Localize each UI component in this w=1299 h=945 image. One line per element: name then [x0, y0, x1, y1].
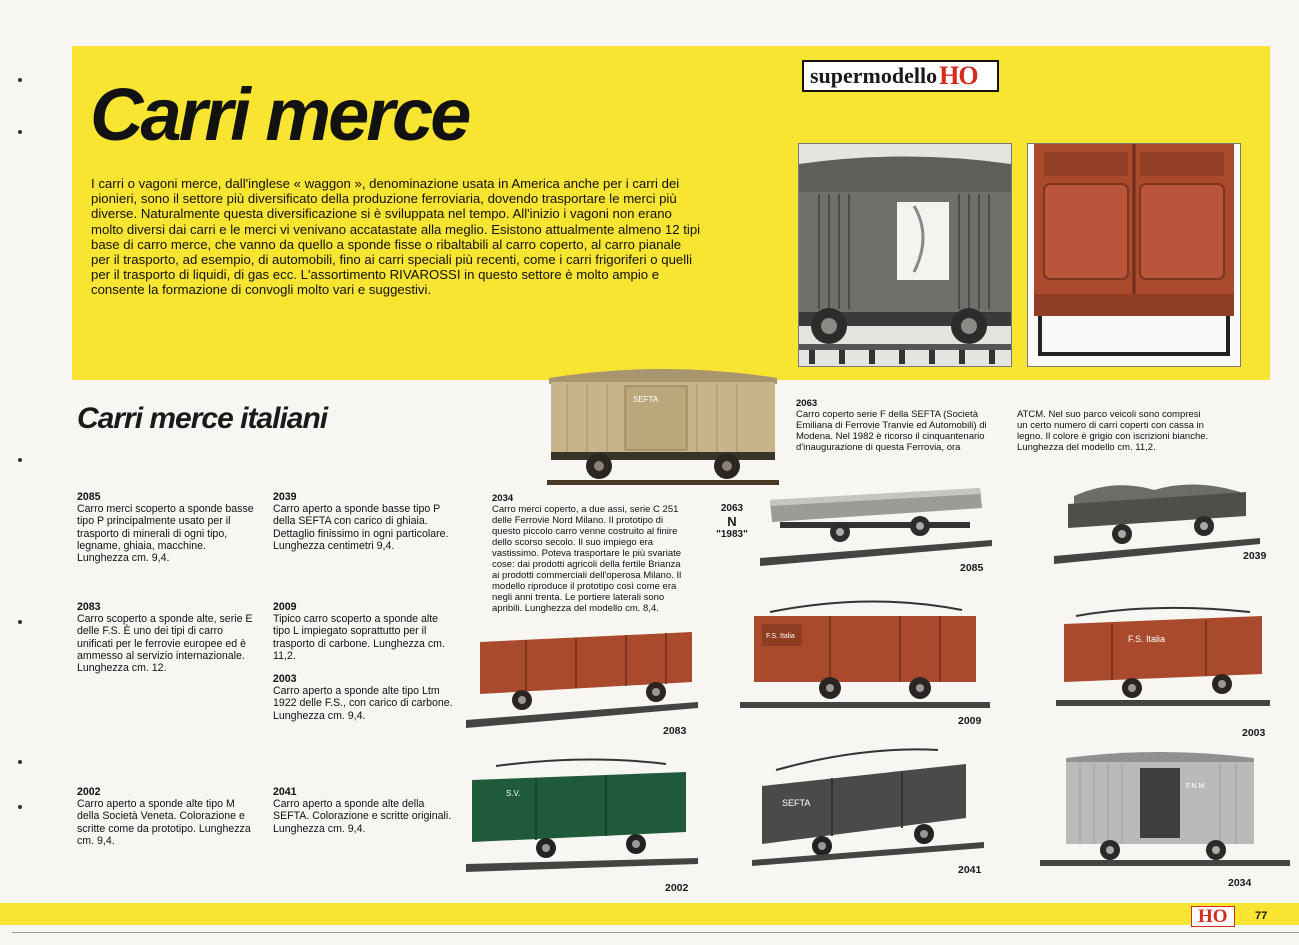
- supermodello-logo: [802, 60, 999, 92]
- wagon-marking-fs-italia: F.S. Italia: [1128, 634, 1166, 644]
- page-title: Carri merce: [90, 73, 469, 156]
- page-number: 77: [1255, 910, 1268, 922]
- description-text: Carro coperto serie F della SEFTA (Società Emiliana di Ferrovie Tranvie ed Automobili) di Modena. Nel 1982 è ricorso il cinquantenario d'inaugurazione di questa Ferrovia, ora: [796, 409, 987, 453]
- model-2041: [752, 746, 984, 871]
- margin-bullet: [18, 78, 22, 82]
- n-scale-year: "1983": [716, 529, 748, 540]
- logo-word: supermodello: [810, 63, 938, 88]
- description-number: 2034: [492, 493, 514, 504]
- description-number: 2002: [77, 786, 101, 798]
- brown-wagon-end-illustration: [1028, 144, 1240, 366]
- model-2009: [740, 596, 990, 719]
- model-label-2034: 2034: [1228, 877, 1252, 889]
- description-text: Carro aperto a sponde alte tipo M della Società Veneta. Colorazione e scritte come da prototipo. Lunghezza cm. 9,4.: [77, 798, 251, 847]
- footer-band: [0, 903, 1299, 925]
- photo-covered-wagon-detail: [798, 143, 1012, 367]
- photo-brown-wagon-detail: [1027, 143, 1241, 367]
- green-wagon-illustration: [466, 756, 698, 874]
- description-2085: [77, 491, 255, 564]
- section-title: Carri merce italiani: [77, 402, 328, 435]
- bottom-rule: [12, 932, 1299, 933]
- gravel-wagon-illustration: [1054, 476, 1260, 566]
- wagon-marking-fnm: F.N.M.: [1186, 783, 1207, 790]
- description-text: Tipico carro scoperto a sponde alte tipo L impiegato soprattutto per il trasporto di carbone. Lunghezza cm. 11,2.: [273, 613, 445, 662]
- description-2003: [273, 673, 453, 722]
- model-2083: [466, 628, 698, 733]
- description-number: 2085: [77, 491, 101, 503]
- wagon-marking-fs: F.S. Italia: [766, 633, 795, 640]
- model-label-2002: 2002: [665, 882, 689, 894]
- footer-ho-logo: HO: [1191, 906, 1235, 927]
- description-2083: [77, 601, 255, 674]
- wagon-marking-sefta-dark: SEFTA: [782, 798, 811, 808]
- margin-bullet: [18, 130, 22, 134]
- description-text: Carro merci scoperto a sponde basse tipo P principalmente usato per il trasporto di minerali di ogni tipo, legname, ghiaia, macchine. Lunghezza cm. 9,4.: [77, 503, 254, 565]
- model-label-2009: 2009: [958, 715, 982, 727]
- description-text: Carro aperto a sponde basse tipo P della SEFTA con carico di ghiaia. Dettaglio finissimo in ogni particolare. Lunghezza centimetri 9,4.: [273, 503, 449, 552]
- description-text: Carro aperto a sponde alte tipo Ltm 1922 delle F.S., con carico di carbone. Lunghezza cm. 9,4.: [273, 685, 453, 722]
- model-2085: [760, 482, 992, 577]
- model-label-2083: 2083: [663, 725, 687, 737]
- brown-open-wagon-illustration: [740, 596, 990, 714]
- description-number: 2041: [273, 786, 297, 798]
- light-grey-covered-wagon-illustration: [1040, 748, 1290, 874]
- margin-bullet: [18, 620, 22, 624]
- coal-wagon-illustration: [1056, 602, 1270, 712]
- description-2034: [492, 493, 688, 614]
- wagon-marking-sv: S.V.: [506, 789, 521, 798]
- brown-high-sided-wagon-illustration: [466, 628, 698, 728]
- intro-text: I carri o vagoni merce, dall'inglese « waggon », denominazione usata in America anche per i carri dei pionieri, sono il settore più diversificato della produzione ferroviaria, dovendo trasportare le merci più diverse. Naturalmente questa diversificazione si è sviluppata nel tempo. All'inizio i vagoni non erano molto diversi dai carri e le merci vi venivano accatastate alla meglio. Esistono attualmente almeno 12 tipi base di carro merce, che vanno da quello a sponde fisse o ribaltabili al carro coperto, al carro pianale per il trasporto, ad esempio, di automobili, fino ai carri speciali più recenti, come i carri frigoriferi o quelli per il trasporto di liquidi, di gas ecc. L'assortimento RIVAROSSI in questo settore è molto ampio e consente la formazione di convogli molto vari e suggestivi.: [91, 176, 701, 298]
- wagon-detail-illustration: [799, 144, 1011, 366]
- model-2003: [1056, 602, 1270, 717]
- margin-bullet: [18, 805, 22, 809]
- description-text: Carro merci coperto, a due assi, serie C 251 delle Ferrovie Nord Milano. Il prototipo di questo piccolo carro venne costruito al finire dello scorso secolo. Il suo impiego era vastissimo. Poteva trasportare le più svariate cose: dai prodotti agricoli della fertile Brianza ai prodotti commerciali dell'operosa Milano. Il modello riproduce il prototipo così come era negli anni trenta. Le portiere laterali sono apribili. Lunghezza del modello cm. 8,4.: [492, 504, 682, 614]
- description-number: 2009: [273, 601, 297, 613]
- logo-ho-mark: HO: [939, 61, 978, 90]
- description-2041: [273, 786, 453, 835]
- description-2009: [273, 601, 453, 662]
- margin-bullet: [18, 458, 22, 462]
- tan-covered-wagon-illustration: [547, 362, 779, 492]
- description-number: 2083: [77, 601, 101, 613]
- description-2063-continued: [1017, 409, 1213, 453]
- margin-bullet: [18, 760, 22, 764]
- description-2063: [796, 398, 992, 453]
- model-label-2041: 2041: [958, 864, 982, 876]
- description-2002: [77, 786, 255, 847]
- n-scale-mark: [708, 503, 756, 540]
- model-label-2039: 2039: [1243, 550, 1267, 562]
- dark-grey-wagon-illustration: [752, 746, 984, 866]
- description-number: 2063: [796, 398, 818, 409]
- model-label-2085: 2085: [960, 562, 984, 574]
- n-scale-number: 2063: [720, 503, 744, 514]
- description-2039: [273, 491, 453, 552]
- description-text: Carro aperto a sponde alte della SEFTA. Colorazione e scritte originali. Lunghezza cm. 9,4.: [273, 798, 452, 835]
- description-number: 2003: [273, 673, 297, 685]
- model-2034-top: [547, 362, 779, 497]
- description-text: Carro scoperto a sponde alte, serie E delle F.S. È uno dei tipi di carro unificati per le ferrovie europee ed è ammesso al servizio internazionale. Lunghezza cm. 12.: [77, 613, 253, 675]
- n-scale-letter: N: [727, 514, 737, 529]
- model-2039: [1054, 476, 1260, 571]
- description-text: ATCM. Nel suo parco veicoli sono compresi un certo numero di carri coperti con cassa in legno. Il colore è grigio con iscrizioni bianche. Lunghezza del modello cm. 11,2.: [1017, 409, 1209, 453]
- model-2002: [466, 756, 698, 879]
- model-label-2003: 2003: [1242, 727, 1266, 739]
- low-sided-wagon-illustration: [760, 482, 992, 572]
- description-number: 2039: [273, 491, 297, 503]
- wagon-marking-sefta: SEFTA: [633, 395, 659, 404]
- model-2034-bottom: [1040, 748, 1290, 879]
